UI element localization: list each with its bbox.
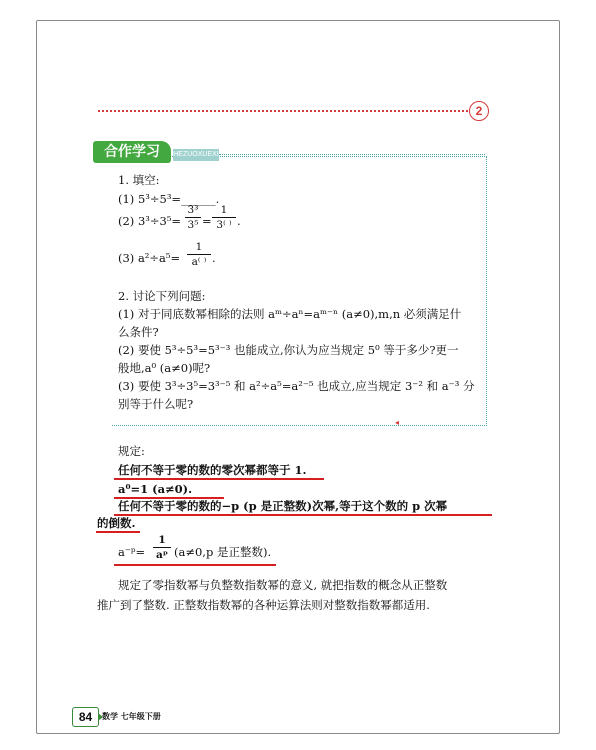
rule-formula-denominator: aᵖ	[155, 549, 169, 561]
q1-item3-end: .	[212, 251, 216, 265]
coop-learning-title: 合作学习	[93, 141, 171, 163]
rule-formula-fraction	[153, 534, 171, 561]
rule-line3: 任何不等于零的数的−p (p 是正整数)次幂,等于这个数的 p 次幂	[118, 499, 448, 513]
q2-line2: 么条件?	[118, 325, 159, 339]
q2-title: 2. 讨论下列问题:	[118, 289, 206, 303]
q1-title: 1. 填空:	[118, 173, 160, 187]
q1-item2-denominator: 3⁵	[187, 219, 199, 231]
rule-line2: a⁰=1 (a≠0).	[118, 482, 193, 496]
page-number: 84	[72, 707, 99, 727]
q2-line1: (1) 对于同底数幂相除的法则 aᵐ÷aⁿ=aᵐ⁻ⁿ (a≠0),m,n 必须满足什	[118, 307, 462, 321]
rule-formula-left: a⁻ᵖ=	[118, 545, 146, 559]
q1-item2-end: .	[237, 214, 241, 228]
rule-underline-3	[114, 514, 492, 516]
q1-item3-denominator: a⁽ ⁾	[191, 256, 207, 268]
closing-line1: 规定了零指数幂与负整数指数幂的意义, 就把指数的概念从正整数	[118, 578, 448, 592]
rule-line1: 任何不等于零的数的零次幂都等于 1.	[118, 463, 307, 477]
q1-item1: (1) 5³÷5³=______.	[118, 192, 220, 206]
q1-item3-numerator: 1	[195, 241, 203, 253]
rule-line4: 的倒数.	[97, 516, 136, 530]
book-title: 数学 七年级下册	[102, 712, 161, 721]
rule-underline-1	[114, 478, 324, 480]
coop-box-top-border	[219, 154, 485, 155]
q2-line4: 般地,a⁰ (a≠0)呢?	[118, 361, 211, 375]
q1-item2-numerator: 3³	[187, 204, 199, 216]
q1-item2-equals: =	[202, 214, 212, 228]
closing-line2: 推广到了整数. 正整数指数幂的各种运算法则对整数指数幂都适用.	[97, 598, 430, 612]
q2-line6: 别等于什么呢?	[118, 397, 194, 411]
q1-item2-fraction	[185, 204, 201, 231]
section-divider	[98, 110, 468, 112]
q2-line5: (3) 要使 3³÷3⁵=3³⁻⁵ 和 a²÷a⁵=a²⁻⁵ 也成立,应当规定 3⁻² 和 a⁻³ 分	[118, 379, 475, 393]
q1-item2-denominator2: 3⁽ ⁾	[216, 219, 232, 231]
q1-item2-numerator2: 1	[220, 204, 228, 216]
q1-item3-left: (3) a²÷a⁵=	[118, 251, 181, 265]
coop-learning-subtitle: HEZUOXUEXI	[173, 149, 219, 161]
q2-line3: (2) 要使 5³÷5³=5³⁻³ 也能成立,你认为应当规定 5⁰ 等于多少?更一	[118, 343, 459, 357]
rule-formula-right: (a≠0,p 是正整数).	[174, 545, 272, 559]
section-number: 2	[469, 101, 489, 121]
rule-formula-numerator: 1	[158, 534, 166, 546]
box-arrow-icon: ◂	[395, 418, 400, 427]
q1-item2-fraction2	[212, 204, 236, 231]
rule-underline-5	[114, 564, 276, 566]
q1-item2-left: (2) 3³÷3⁵=	[118, 214, 182, 228]
rule-underline-4	[96, 531, 140, 533]
rule-label: 规定:	[118, 444, 145, 458]
q1-item3-fraction	[187, 241, 211, 268]
